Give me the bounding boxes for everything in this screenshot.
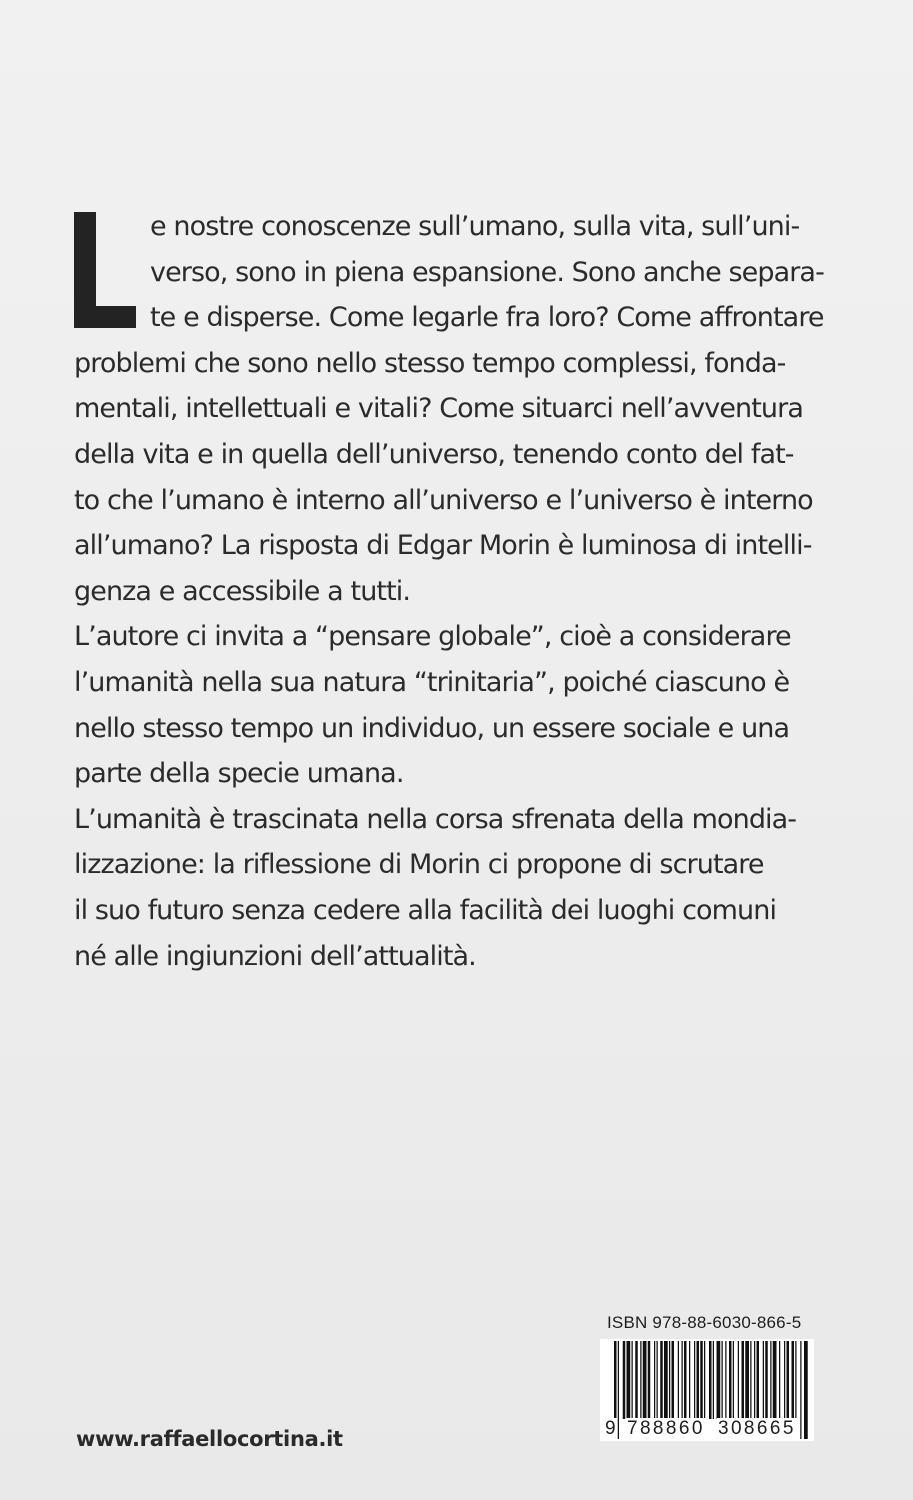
barcode-bar [770, 1341, 771, 1419]
barcode-bar [765, 1341, 768, 1419]
barcode-bar [635, 1341, 638, 1419]
barcode-bar [754, 1341, 755, 1419]
blurb-line: della vita e in quella dell’universo, tenendo conto del fat- [74, 439, 794, 470]
barcode-bar [660, 1341, 663, 1419]
barcode-bar [684, 1341, 687, 1419]
blurb-line: parte della specie umana. [74, 758, 404, 790]
blurb-line: l’umanità nella sua natura “trinitaria”, poiché ciascuno è [74, 667, 790, 698]
blurb-line: L’umanità è trascinata nella corsa sfrenata della mondia- [74, 803, 797, 835]
barcode-bar [779, 1341, 780, 1419]
blurb-line: L’autore ci invita a “pensare globale”, cioè a considerare [74, 621, 791, 653]
blurb-line: problemi che sono nello stesso tempo complessi, fonda- [74, 347, 786, 379]
blurb-line: e nostre conoscenze sull’umano, sulla vita, sull’uni- [150, 211, 800, 242]
barcode-bar [700, 1341, 703, 1419]
barcode-bar [717, 1341, 721, 1419]
barcode-bar [763, 1341, 764, 1419]
barcode-bar [787, 1341, 790, 1419]
barcode-digits-left: 788860 [627, 1418, 705, 1439]
blurb-line: to che l’umano è interno all’universo e l’universo è interno [74, 484, 813, 516]
barcode-bar [618, 1341, 619, 1439]
barcode-bar [709, 1341, 712, 1419]
barcode-bar [795, 1341, 796, 1419]
blurb-line: te e disperse. Come legarle fra loro? Come affrontare [150, 302, 824, 334]
barcode-bar [654, 1341, 655, 1419]
barcode-bar [632, 1341, 633, 1419]
barcode-bar [648, 1341, 651, 1419]
blurb-line: né alle ingiunzioni dell’attualità. [74, 940, 476, 972]
barcode-bar [669, 1341, 670, 1419]
barcode-bar [704, 1341, 705, 1419]
barcode-bar [745, 1341, 749, 1419]
blurb-line: genza e accessibile a tutti. [74, 575, 411, 607]
barcode-bar [804, 1341, 808, 1439]
barcode-bar [722, 1341, 723, 1419]
barcode-bar [627, 1341, 631, 1419]
drop-cap-l [74, 212, 136, 328]
barcode-bar [657, 1341, 658, 1419]
blurb-line: all’umano? La risposta di Edgar Morin è luminosa di intelli- [74, 530, 812, 562]
barcode-bar [725, 1341, 726, 1419]
barcode-bar [784, 1341, 785, 1419]
barcode-bar [640, 1341, 641, 1419]
barcode-bar [750, 1341, 751, 1419]
blurb-line: mentali, intellettuali e vitali? Come situarci nell’avventura [74, 393, 803, 425]
isbn-label: ISBN 978-88-6030-866-5 [607, 1313, 802, 1332]
barcode-bar [738, 1341, 739, 1419]
blurb-line: lizzazione: la riflessione di Morin ci propone di scrutare [74, 849, 764, 881]
barcode-bar [664, 1341, 668, 1419]
barcode-bar [742, 1341, 745, 1419]
blurb-line: il suo futuro senza cedere alla facilità dei luoghi comuni [74, 895, 777, 926]
barcode-bar [694, 1341, 695, 1419]
barcode-bar [792, 1341, 795, 1419]
publisher-website[interactable]: www.raffaellocortina.it [76, 1427, 343, 1451]
barcode-bar [757, 1341, 760, 1419]
barcode-bar [773, 1341, 777, 1419]
barcode-bar [672, 1341, 675, 1419]
barcode-bar [682, 1341, 683, 1419]
blurb-line: verso, sono in piena espansione. Sono anche separa- [150, 256, 824, 288]
barcode-bar [713, 1341, 714, 1419]
barcode-digits-right: 308665 [718, 1418, 796, 1439]
blurb-line: nello stesso tempo un individuo, un essere sociale e una [74, 712, 790, 744]
barcode-digit-first: 9 [605, 1418, 616, 1439]
barcode-bar [643, 1341, 647, 1419]
barcode-bar [623, 1341, 626, 1419]
barcode-bar [678, 1341, 679, 1419]
barcode-bar [729, 1341, 732, 1419]
drop-cap-foot [74, 306, 136, 328]
barcode-bar [697, 1341, 700, 1419]
barcode-bar [689, 1341, 690, 1419]
barcode-bar [800, 1341, 801, 1439]
